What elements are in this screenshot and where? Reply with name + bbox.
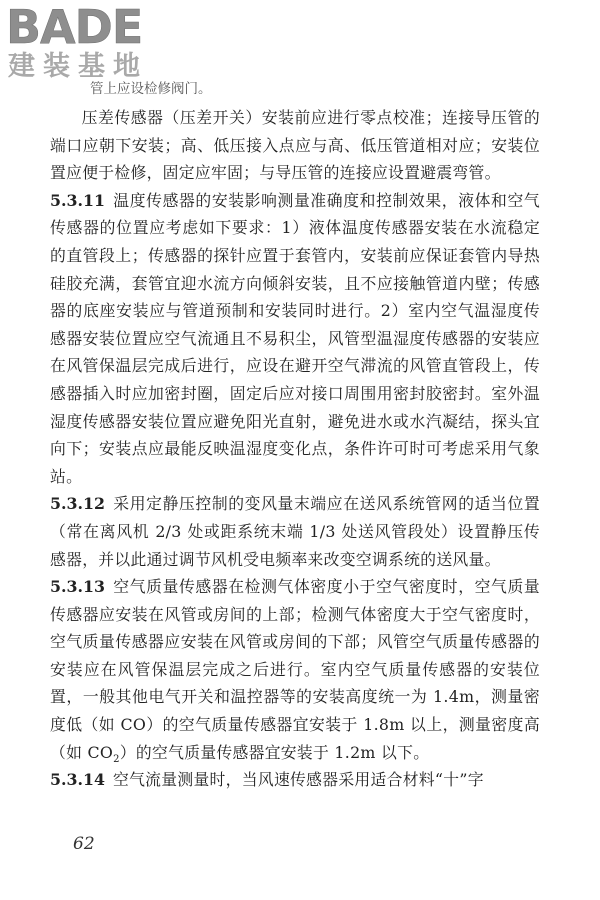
- clause-5-3-13: [50, 573, 540, 766]
- clause-5-3-12: [50, 490, 540, 573]
- clause-text: 空气质量传感器在检测气体密度小于空气密度时，空气质量传感器应安装在风管或房间的上部；检测气体密度大于空气密度时，空气质量传感器应安装在风管或房间的下部；风管空气质量传感器的安装应在风管保温层完成之后进行。室内空气质量传感器的安装位置，一般其他电气开关和温控器等的安装高度统一为 1.4m，测量密度低（如 CO）的空气质量传感器宜安装于 1.8m 以上，测量密度高（如 CO: [50, 577, 540, 762]
- clause-5-3-14: [50, 766, 540, 794]
- paragraph-text: 压差传感器（压差开关）安装前应进行零点校准；连接导压管的端口应朝下安装；高、低压接入点应与高、低压管道相对应；安装位置应便于检修，固定应牢固；与导压管的连接应设置避震弯管。: [50, 108, 540, 183]
- clause-text: 温度传感器的安装影响测量准确度和控制效果，液体和空气传感器的位置应考虑如下要求：1）液体温度传感器安装在水流稳定的直管段上；传感器的探针应置于套管内，安装前应保证套管内导热硅胶充满，套管宜迎水流方向倾斜安装，且不应接触管道内壁；传感器的底座安装应与管道预制和安装同时进行。2）室内空气温湿度传感器安装位置应空气流通且不易积尘，风管型温湿度传感器的安装应在风管保温层完成后进行，应设在避开空气滞流的风管直管段上，传感器插入时应加密封圈，固定后应对接口周围用密封胶密封。室外温湿度传感器安装位置应避免阳光直射，避免进水或水汽凝结，探头宜向下；安装点应最能反映温湿度变化点，条件许可时可考虑采用气象站。: [50, 190, 540, 486]
- clause-text: 采用定静压控制的变风量末端应在送风系统管网的适当位置（常在离风机 2/3 处或距系统末端 1/3 处送风管段处）设置静压传感器，并以此通过调节风机受电频率来改变空调系统的送风量。: [50, 494, 540, 569]
- logo-wordmark: BADE: [6, 0, 143, 54]
- document-body: [50, 80, 540, 794]
- clause-number: 5.3.12: [50, 494, 105, 514]
- clause-number: 5.3.13: [50, 577, 105, 597]
- clause-5-3-11: [50, 187, 540, 491]
- top-fragment: 管上应设检修阀门。: [90, 81, 212, 97]
- paragraph-pressure-sensor: [50, 104, 540, 187]
- subscript-2: 2: [113, 753, 120, 765]
- logo-chinese-name: 建装基地: [8, 51, 148, 82]
- clause-text: 空气流量测量时，当风速传感器采用适合材料“十”字: [112, 770, 484, 790]
- clause-number: 5.3.14: [50, 770, 105, 790]
- clause-number: 5.3.11: [50, 190, 105, 210]
- clause-text-continued: ）的空气质量传感器宜安装于 1.2m 以下。: [119, 742, 430, 762]
- page-number: 62: [73, 834, 95, 854]
